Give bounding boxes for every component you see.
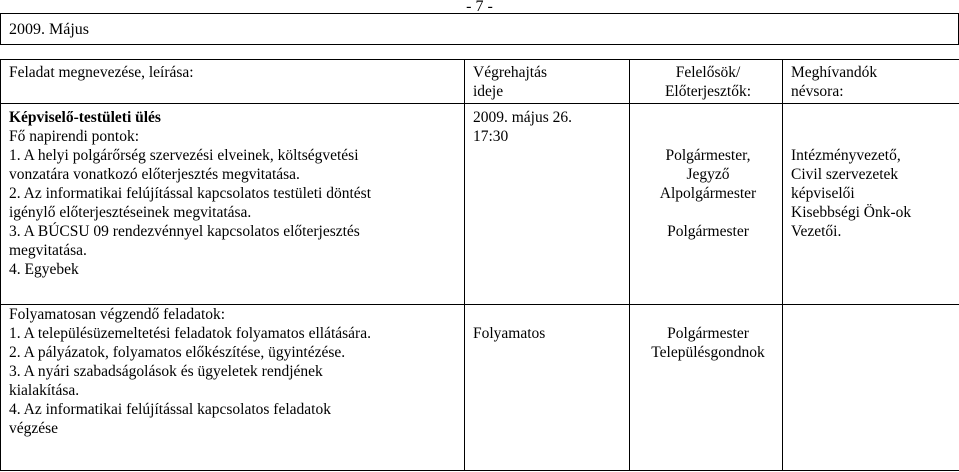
ongoing-title: Folyamatosan végzendő feladatok: <box>9 306 226 323</box>
ongoing-item: 2. A pályázatok, folyamatos előkészítése, ügyintézése. <box>9 344 346 361</box>
date-header <box>0 13 959 45</box>
agenda-item: 1. A helyi polgárőrség szervezési elveinek, költségvetési <box>9 147 359 164</box>
agenda-item: 2. Az informatikai felújítással kapcsolatos testületi döntést <box>9 185 372 202</box>
row1-task-cell <box>1 104 465 305</box>
ongoing-item: 3. A nyári szabadságolások és ügyeletek rendjének <box>9 363 323 380</box>
agenda-subtitle: Fő napirendi pontok: <box>9 128 140 145</box>
header-row <box>1 60 959 104</box>
agenda-item: igénylő előterjesztéseinek megvitatása. <box>9 204 252 221</box>
date-label: 2009. Május <box>9 21 89 38</box>
task-header: Feladat megnevezése, leírása: <box>1 60 465 104</box>
schedule-table <box>0 59 959 471</box>
ongoing-item: végzése <box>9 420 59 437</box>
table-row <box>1 104 959 305</box>
deadline-header: Végrehajtás ideje <box>465 60 630 104</box>
ongoing-item: 4. Az informatikai felújítással kapcsolatos feladatok <box>9 401 331 418</box>
row1-responsible-cell: Polgármester, Jegyző Alpolgármester Polgármester <box>630 104 783 305</box>
ongoing-item: 1. A településüzemeltetési feladatok folyamatos ellátására. <box>9 325 371 342</box>
row2-responsible-cell: Polgármester Településgondnok <box>630 305 783 471</box>
agenda-item: vonzatára vonatkozó előterjesztés megvitatása. <box>9 166 300 183</box>
table-row <box>1 305 959 471</box>
row2-invitees-cell <box>783 305 959 471</box>
agenda-item: 4. Egyebek <box>9 261 79 278</box>
ongoing-item: kialakítása. <box>9 382 80 399</box>
page-number: - 7 - <box>466 0 493 15</box>
invitees-header: Meghívandók névsora: <box>783 60 959 104</box>
session-title: Képviselő-testületi ülés <box>9 109 161 126</box>
agenda-item: megvitatása. <box>9 242 87 259</box>
deadline-date: 2009. május 26. <box>473 109 573 126</box>
row2-task-cell <box>1 305 465 471</box>
row2-deadline-cell: Folyamatos <box>465 305 630 471</box>
row1-deadline-cell <box>465 104 630 305</box>
deadline-time: 17:30 <box>473 128 509 145</box>
agenda-item: 3. A BÚCSU 09 rendezvénnyel kapcsolatos előterjesztés <box>9 223 360 240</box>
responsible-header: Felelősök/ Előterjesztők: <box>630 60 783 104</box>
row1-invitees-cell: Intézményvezető, Civil szervezetek képviselői Kisebbségi Önk-ok Vezetői. <box>783 104 959 305</box>
